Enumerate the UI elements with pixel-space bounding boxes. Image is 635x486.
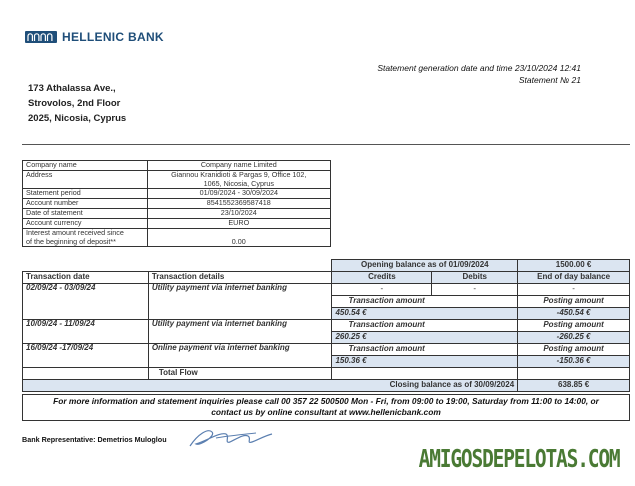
info-value: 01/09/2024 - 30/09/2024 [147, 189, 330, 199]
table-row [23, 209, 331, 219]
posting-amount: -150.36 € [518, 356, 630, 368]
table-header-row [23, 272, 630, 284]
column-header: Transaction details [148, 272, 332, 284]
posting-amount-label: Posting amount [518, 320, 630, 332]
transaction-amount-label: Transaction amount [332, 320, 518, 332]
account-info-table [22, 160, 331, 247]
posting-amount: -260.25 € [518, 332, 630, 344]
info-label: Statement period [23, 189, 148, 199]
address-line: 2025, Nicosia, Cyprus [28, 113, 127, 124]
info-value: EURO [147, 219, 330, 229]
column-header: End of day balance [518, 272, 630, 284]
dash-cell: - [518, 284, 630, 296]
info-value: 0.00 [147, 229, 330, 247]
address-line: Strovolos, 2nd Floor [28, 98, 121, 109]
transactions-table [22, 259, 630, 392]
footer-line: For more information and statement inquiries please call 00 357 22 500500 Mon - Fri, from 09:00 to 19:00, Saturday from 11:00 to 14:00, or [53, 396, 599, 406]
info-value [147, 171, 330, 189]
statement-number: Statement № 21 [518, 75, 581, 85]
posting-amount-label: Posting amount [518, 344, 630, 356]
transaction-amount-label: Transaction amount [332, 296, 518, 308]
bank-logo [25, 30, 164, 44]
statement-meta [377, 62, 581, 86]
column-header: Debits [432, 272, 518, 284]
info-value: 8541552369587418 [147, 199, 330, 209]
info-value: Company name Limited [147, 161, 330, 171]
table-row [23, 161, 331, 171]
closing-balance-label: Closing balance as of 30/09/2024 [23, 380, 518, 392]
info-label: Company name [23, 161, 148, 171]
representative-name: Bank Representative: Demetrios Muloglou [22, 435, 167, 444]
transaction-amount-label: Transaction amount [332, 344, 518, 356]
total-flow-label: Total Flow [148, 368, 332, 380]
address-value-line: Giannou Kranidioti & Pargas 9, Office 102, [171, 170, 307, 179]
table-row [23, 229, 331, 247]
table-row [23, 320, 630, 332]
opening-balance-value: 1500.00 € [518, 260, 630, 272]
footer-note [22, 394, 630, 421]
info-label: Address [23, 171, 148, 189]
interest-label-line: of the beginning of deposit** [26, 236, 116, 246]
address-value-line: 1065, Nicosia, Cyprus [203, 178, 274, 188]
table-row [23, 189, 331, 199]
footer-line: contact us by online consultant at www.hellenicbank.com [211, 407, 441, 417]
info-label [23, 229, 148, 247]
bank-logo-icon [25, 31, 57, 43]
table-row [23, 284, 630, 296]
info-value: 23/10/2024 [147, 209, 330, 219]
statement-generation: Statement generation date and time 23/10/2024 12:41 [377, 63, 581, 73]
posting-amount: -450.54 € [518, 308, 630, 320]
column-header: Credits [332, 272, 432, 284]
transaction-details: Online payment via internet banking [148, 344, 332, 368]
bank-name: HELLENIC BANK [62, 30, 164, 44]
info-label: Date of statement [23, 209, 148, 219]
closing-balance-value: 638.85 € [518, 380, 630, 392]
opening-balance-row [23, 260, 630, 272]
posting-amount-label: Posting amount [518, 296, 630, 308]
column-header: Transaction date [23, 272, 149, 284]
transaction-date: 02/09/24 - 03/09/24 [23, 284, 149, 320]
signature-icon [186, 424, 276, 450]
closing-balance-row [23, 380, 630, 392]
info-label: Account currency [23, 219, 148, 229]
dash-cell: - [332, 284, 432, 296]
table-row [23, 171, 331, 189]
transaction-date: 10/09/24 - 11/09/24 [23, 320, 149, 344]
transaction-date: 16/09/24 -17/09/24 [23, 344, 149, 368]
divider [22, 144, 630, 145]
table-row [23, 219, 331, 229]
transaction-amount: 150.36 € [332, 356, 518, 368]
total-flow-row [23, 368, 630, 380]
bank-address [28, 81, 126, 126]
info-label: Account number [23, 199, 148, 209]
address-line: 173 Athalassa Ave., [28, 83, 116, 94]
table-row [23, 199, 331, 209]
transaction-amount: 260.25 € [332, 332, 518, 344]
table-row [23, 344, 630, 356]
interest-label-line: Interest amount received since [26, 228, 124, 237]
transaction-details: Utility payment via internet banking [148, 320, 332, 344]
transaction-amount: 450.54 € [332, 308, 518, 320]
transaction-details: Utility payment via internet banking [148, 284, 332, 320]
dash-cell: - [432, 284, 518, 296]
opening-balance-label: Opening balance as of 01/09/2024 [332, 260, 518, 272]
watermark: AMIGOSDEPELOTAS.COM [418, 444, 619, 473]
